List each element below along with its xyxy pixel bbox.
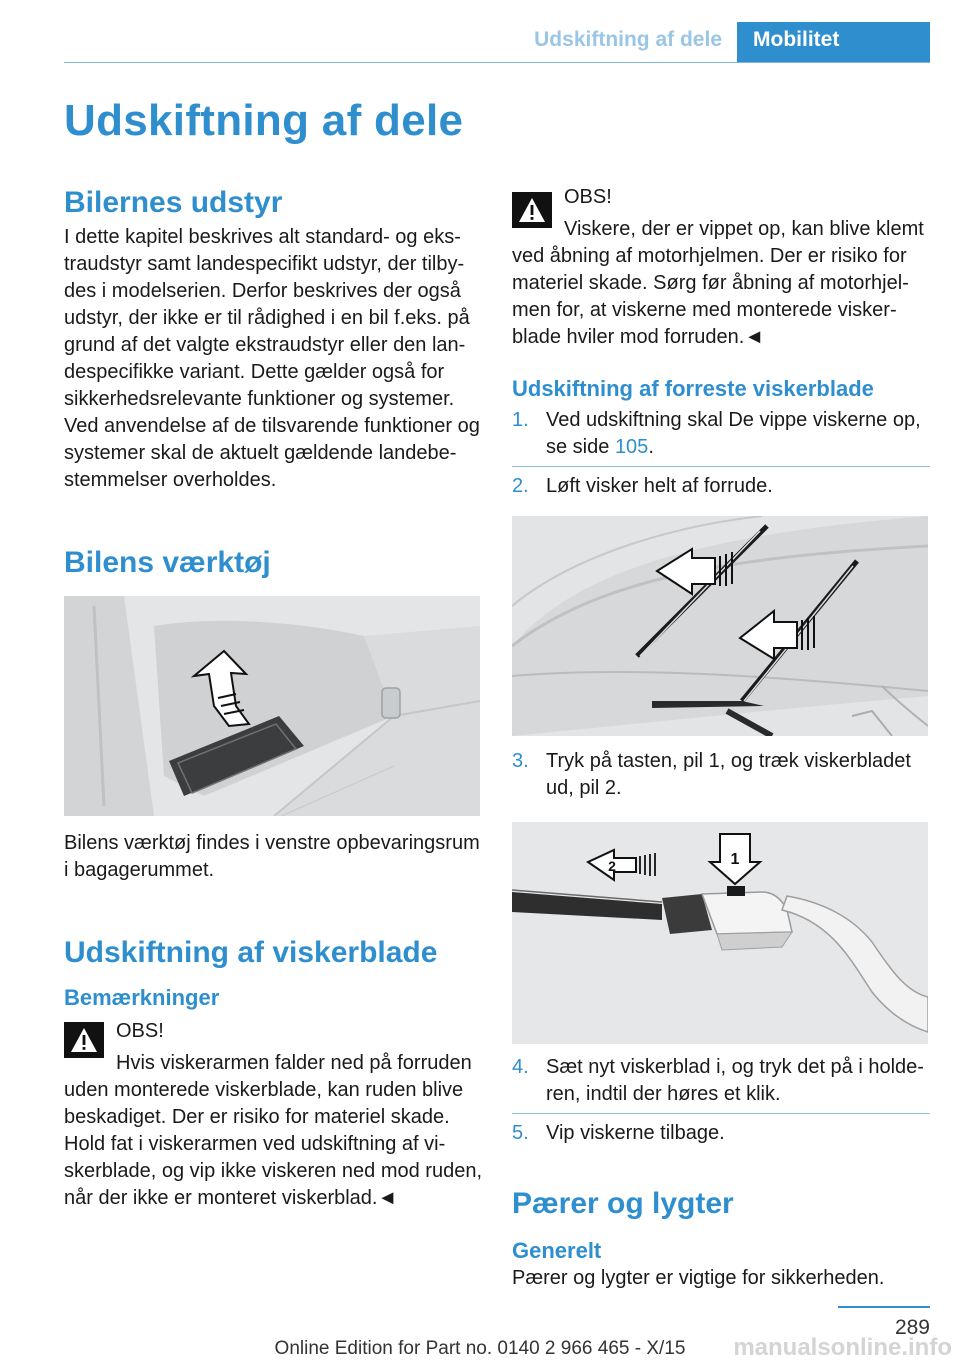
warning-heading: OBS! <box>116 1020 164 1042</box>
watermark: manualsonline.info <box>733 1334 952 1361</box>
list-item <box>512 1054 930 1108</box>
step-number: 2. <box>512 475 529 497</box>
warning-icon <box>512 192 552 228</box>
list-divider <box>512 1113 930 1114</box>
section-title-wiper-blades: Udskiftning af viskerblade <box>64 936 438 969</box>
subsection-title-notes: Bemærkninger <box>64 985 220 1010</box>
step-text: Tryk på tasten, pil 1, og træk viskerbladet ud, pil 2. <box>546 750 911 799</box>
subsection-title-general: Generelt <box>512 1238 602 1263</box>
list-item <box>512 1120 930 1147</box>
section-title-toolkit: Bilens værktøj <box>64 546 271 579</box>
warning-box-left <box>64 1018 482 1212</box>
right-column <box>512 184 930 1292</box>
step-text-end: . <box>648 436 654 458</box>
wiper-steps-list-c <box>512 1054 930 1147</box>
toolkit-caption: Bilens værktøj findes i venstre opbevaringsrum i bagagerummet. <box>64 832 480 881</box>
arrow-label-2: 2 <box>608 858 616 874</box>
toolkit-illustration <box>64 596 480 816</box>
list-divider <box>512 466 930 467</box>
warning-icon <box>64 1022 104 1058</box>
warning-heading: OBS! <box>564 186 612 208</box>
step-text: Løft visker helt af forrude. <box>546 475 773 497</box>
footer-rule <box>838 1306 930 1308</box>
arrow-label-1: 1 <box>730 851 740 868</box>
footer-edition: Online Edition for Part no. 0140 2 966 465 - X/15 <box>274 1338 686 1359</box>
page-number: 289 <box>894 1316 930 1339</box>
warning-text: Hvis viskerarmen falder ned på forruden uden monterede viskerblade, kan ruden blive beskadiget. Der er risiko for materiel skade. Hold fat i viskerarmen ved udskiftning af vi-skerblade, og vip ikke viskeren ned mod ruden, når der ikke er monteret viskerblad.◄ <box>64 1052 483 1209</box>
list-item <box>512 748 930 802</box>
equipment-paragraph: I dette kapitel beskrives alt standard- og eks-traudstyr samt landespecifikt udstyr, der tilby-des i modelserien. Derfor beskrives der også udstyr, der ikke er til rådighed i en bil f.eks. på grund af det valgte ekstraudstyr eller den lan-despecifikke variant. Dette gælder også for sikkerhedsrelevante funktioner og systemer. Ved anvendelse af de tilsvarende funktioner og systemer skal de aktuelt gældende landebe-stemmelser overholdes. <box>64 226 480 491</box>
step-text: Sæt nyt viskerblad i, og tryk det på i holde-ren, indtil der høres et klik. <box>546 1056 924 1105</box>
bulbs-paragraph: Pærer og lygter er vigtige for sikkerheden. <box>512 1267 885 1289</box>
page-reference-link[interactable]: 105 <box>614 436 649 458</box>
step-number: 4. <box>512 1056 529 1078</box>
wiper-blade-figure <box>512 822 928 1044</box>
running-header-section: Udskiftning af dele <box>534 28 722 51</box>
wiper-blade-illustration <box>512 822 928 1044</box>
section-title-bulbs: Pærer og lygter <box>512 1187 734 1220</box>
windshield-illustration <box>512 516 928 736</box>
step-text: Vip viskerne tilbage. <box>546 1122 725 1144</box>
warning-text: Viskere, der er vippet op, kan blive klemt ved åbning af motorhjelmen. Der er risiko for materiel skade. Sørg før åbning af motorhjel-men for, at viskerne med monterede visker-blade hviler mod forruden.◄ <box>512 218 924 348</box>
header-rule <box>64 62 930 63</box>
toolkit-figure <box>64 596 480 816</box>
wiper-steps-list-a <box>512 407 930 500</box>
page-title: Udskiftning af dele <box>64 96 464 145</box>
step-text: Ved udskiftning skal De vippe viskerne op, se side <box>546 409 921 458</box>
step-number: 5. <box>512 1122 529 1144</box>
running-header-tab: Mobilitet <box>737 22 930 62</box>
list-item <box>512 407 930 461</box>
step-number: 3. <box>512 750 529 772</box>
section-title-equipment: Bilernes udstyr <box>64 186 283 219</box>
subsection-title-front-wipers: Udskiftning af forreste viskerblade <box>512 376 874 401</box>
windshield-figure <box>512 516 928 736</box>
warning-box-right <box>512 184 930 351</box>
list-item <box>512 473 930 500</box>
step-number: 1. <box>512 409 529 431</box>
left-column <box>64 184 482 1212</box>
wiper-steps-list-b <box>512 748 930 802</box>
